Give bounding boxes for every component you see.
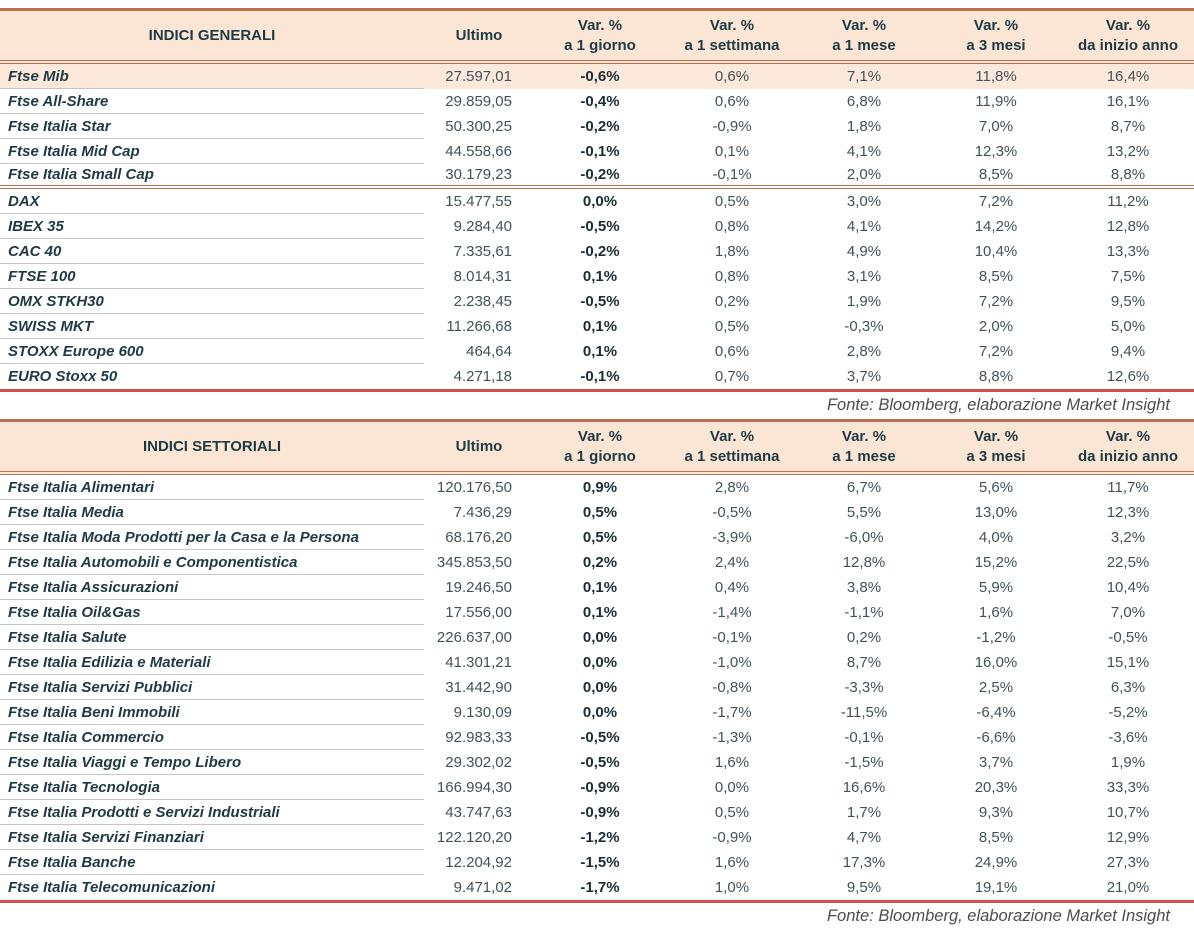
- table-row: [0, 850, 1194, 875]
- var-header-line1: Var. %: [1105, 16, 1151, 34]
- var-header-line1: Var. %: [709, 16, 755, 34]
- var-1-mese-value: 2,8%: [846, 343, 882, 360]
- index-name: Ftse Italia Commercio: [0, 725, 424, 750]
- var-1-giorno-value: 0,9%: [582, 479, 618, 496]
- var-header-line2: a 1 settimana: [684, 36, 780, 54]
- table-row: [0, 800, 1194, 825]
- var-inizio-anno-value: 12,6%: [1106, 368, 1150, 385]
- index-name: Ftse Italia Servizi Finanziari: [0, 825, 424, 850]
- var-1-mese-value: 1,8%: [846, 118, 882, 135]
- var-1-giorno-value: -0,5%: [580, 729, 620, 746]
- index-name: DAX: [0, 189, 424, 214]
- table-title: INDICI GENERALI: [0, 8, 424, 64]
- col-header-var-1-settimana: [666, 8, 798, 64]
- table-row: [0, 550, 1194, 575]
- last-value: 41.301,21: [445, 654, 512, 671]
- last-value: 9.471,02: [453, 879, 512, 896]
- last-value: 68.176,20: [445, 529, 512, 546]
- col-header-var-1-settimana: [666, 419, 798, 475]
- table-row: [0, 500, 1194, 525]
- var-header-line2: a 1 mese: [832, 36, 896, 54]
- var-inizio-anno-value: 5,0%: [1110, 318, 1146, 335]
- index-name: IBEX 35: [0, 214, 424, 239]
- index-name: STOXX Europe 600: [0, 339, 424, 364]
- last-value: 9.130,09: [453, 704, 512, 721]
- var-1-mese-value: 7,1%: [798, 64, 930, 89]
- var-1-giorno-value: -1,7%: [580, 879, 620, 896]
- var-1-mese-value: 3,7%: [846, 368, 882, 385]
- var-header-line2: a 1 giorno: [564, 36, 636, 54]
- index-name: Ftse Italia Servizi Pubblici: [0, 675, 424, 700]
- var-1-giorno-value: 0,1%: [582, 579, 618, 596]
- var-3-mesi-value: 8,5%: [978, 829, 1014, 846]
- index-name: Ftse Italia Oil&Gas: [0, 600, 424, 625]
- var-inizio-anno-value: 7,5%: [1110, 268, 1146, 285]
- index-name: Ftse Italia Banche: [0, 850, 424, 875]
- last-value: 4.271,18: [453, 368, 512, 385]
- table-row: [0, 214, 1194, 239]
- var-1-mese-value: -6,0%: [844, 529, 884, 546]
- var-1-giorno-value: -0,9%: [580, 779, 620, 796]
- col-header-var-inizio-anno: [1062, 419, 1194, 475]
- table-row: [0, 525, 1194, 550]
- index-name: CAC 40: [0, 239, 424, 264]
- table-row: [0, 600, 1194, 625]
- table-row: [0, 750, 1194, 775]
- index-name: Ftse Italia Small Cap: [0, 164, 424, 189]
- var-1-settimana-value: 0,6%: [666, 64, 798, 89]
- var-1-mese-value: 4,9%: [846, 243, 882, 260]
- var-1-giorno-value: -0,2%: [580, 118, 620, 135]
- var-inizio-anno-value: 10,7%: [1106, 804, 1150, 821]
- var-1-giorno-value: -1,2%: [580, 829, 620, 846]
- var-header-line1: Var. %: [577, 427, 623, 445]
- var-1-giorno-value: -0,9%: [580, 804, 620, 821]
- table-row: [0, 189, 1194, 214]
- index-name: Ftse Italia Prodotti e Servizi Industriali: [0, 800, 424, 825]
- var-1-settimana-value: 1,8%: [714, 243, 750, 260]
- var-1-mese-value: 1,7%: [846, 804, 882, 821]
- table-row: [0, 89, 1194, 114]
- var-1-giorno-value: -1,5%: [580, 854, 620, 871]
- var-1-settimana-value: 0,1%: [714, 143, 750, 160]
- var-1-giorno-value: -0,1%: [580, 368, 620, 385]
- var-1-mese-value: -0,3%: [844, 318, 884, 335]
- last-value: 31.442,90: [445, 679, 512, 696]
- var-1-mese-value: -0,1%: [844, 729, 884, 746]
- var-header-line1: Var. %: [1105, 427, 1151, 445]
- source-note: Fonte: Bloomberg, elaborazione Market Insight: [826, 396, 1170, 414]
- var-1-mese-value: 16,6%: [842, 779, 886, 796]
- var-header-line1: Var. %: [577, 16, 623, 34]
- var-header-line1: Var. %: [973, 16, 1019, 34]
- var-inizio-anno-value: 3,2%: [1110, 529, 1146, 546]
- var-inizio-anno-value: 11,7%: [1107, 479, 1149, 496]
- var-header-line1: Var. %: [841, 16, 887, 34]
- last-value: 44.558,66: [445, 143, 512, 160]
- var-header-line1: Var. %: [973, 427, 1019, 445]
- index-name: Ftse Mib: [0, 64, 424, 89]
- table-row: [0, 114, 1194, 139]
- var-3-mesi-value: 3,7%: [978, 754, 1014, 771]
- var-header-line1: Var. %: [709, 427, 755, 445]
- table-row: [0, 339, 1194, 364]
- var-1-settimana-value: 2,8%: [714, 479, 750, 496]
- var-inizio-anno-value: 7,0%: [1110, 604, 1146, 621]
- var-1-mese-value: 4,7%: [846, 829, 882, 846]
- var-1-settimana-value: 0,5%: [714, 318, 750, 335]
- table-row: [0, 625, 1194, 650]
- var-3-mesi-value: 1,6%: [978, 604, 1014, 621]
- col-header-var-3-mesi: [930, 419, 1062, 475]
- var-inizio-anno-value: -0,5%: [1108, 629, 1148, 646]
- last-value: 464,64: [466, 343, 512, 360]
- var-3-mesi-value: 5,9%: [978, 579, 1014, 596]
- var-1-settimana-value: -3,9%: [712, 529, 752, 546]
- var-inizio-anno-value: -3,6%: [1108, 729, 1148, 746]
- var-1-giorno-value: 0,0%: [582, 629, 618, 646]
- var-inizio-anno-value: 21,0%: [1106, 879, 1150, 896]
- var-1-giorno-value: 0,2%: [582, 554, 618, 571]
- indici-settoriali-body: [0, 475, 1194, 900]
- var-3-mesi-value: 8,8%: [978, 368, 1014, 385]
- index-name: Ftse Italia Viaggi e Tempo Libero: [0, 750, 424, 775]
- var-1-settimana-value: -0,8%: [712, 679, 752, 696]
- var-header-line2: a 3 mesi: [966, 36, 1026, 54]
- var-1-mese-value: 2,0%: [798, 164, 930, 189]
- var-inizio-anno-value: -5,2%: [1108, 704, 1148, 721]
- var-inizio-anno-value: 16,1%: [1106, 93, 1150, 110]
- var-1-settimana-value: 0,4%: [714, 579, 750, 596]
- index-name: EURO Stoxx 50: [8, 368, 118, 385]
- var-3-mesi-value: 19,1%: [974, 879, 1018, 896]
- index-name: Ftse Italia Beni Immobili: [0, 700, 424, 725]
- last-value: 29.859,05: [445, 93, 512, 110]
- var-header-line2: da inizio anno: [1078, 36, 1178, 54]
- indici-generali-body: [0, 64, 1194, 389]
- var-1-giorno-value: -0,1%: [580, 143, 620, 160]
- var-3-mesi-value: 2,0%: [978, 318, 1014, 335]
- last-value: 166.994,30: [436, 779, 512, 796]
- var-3-mesi-value: 7,0%: [978, 118, 1014, 135]
- var-1-giorno-value: 0,1%: [582, 343, 618, 360]
- var-3-mesi-value: 5,6%: [978, 479, 1014, 496]
- var-inizio-anno-value: 10,4%: [1106, 579, 1150, 596]
- table-row: [0, 725, 1194, 750]
- index-name: Ftse All-Share: [0, 89, 424, 114]
- var-1-settimana-value: -1,3%: [712, 729, 752, 746]
- var-inizio-anno-value: 22,5%: [1106, 554, 1150, 571]
- table-row: [0, 289, 1194, 314]
- var-1-giorno-value: -0,2%: [580, 243, 620, 260]
- last-value: 2.238,45: [453, 293, 512, 310]
- source-note: Fonte: Bloomberg, elaborazione Market Insight: [826, 907, 1170, 925]
- var-1-mese-value: 17,3%: [842, 854, 886, 871]
- var-3-mesi-value: -6,6%: [976, 729, 1016, 746]
- var-1-settimana-value: -0,9%: [712, 829, 752, 846]
- col-header-var-3-mesi: [930, 8, 1062, 64]
- last-value: 17.556,00: [445, 604, 512, 621]
- var-1-settimana-value: -0,1%: [712, 629, 752, 646]
- var-3-mesi-value: 9,3%: [978, 804, 1014, 821]
- last-value: 12.204,92: [445, 854, 512, 871]
- var-3-mesi-value: 11,9%: [975, 93, 1017, 110]
- var-inizio-anno-value: 6,3%: [1110, 679, 1146, 696]
- var-3-mesi-value: 7,2%: [978, 193, 1014, 210]
- table-row: [0, 675, 1194, 700]
- var-1-giorno-value: -0,5%: [580, 218, 620, 235]
- var-1-giorno-value: -0,6%: [534, 64, 666, 89]
- var-header-line2: a 1 mese: [832, 447, 896, 465]
- table-row: [0, 314, 1194, 339]
- col-header-var-1-mese: [798, 8, 930, 64]
- last-value: 8.014,31: [453, 268, 512, 285]
- var-inizio-anno-value: 33,3%: [1106, 779, 1150, 796]
- col-header-var-1-giorno: [534, 419, 666, 475]
- var-1-giorno-value: 0,1%: [582, 318, 618, 335]
- var-3-mesi-value: 10,4%: [974, 243, 1018, 260]
- var-3-mesi-value: -6,4%: [976, 704, 1016, 721]
- last-value: 120.176,50: [436, 479, 512, 496]
- var-3-mesi-value: 8,5%: [978, 268, 1014, 285]
- table-row: [0, 139, 1194, 164]
- var-3-mesi-value: 20,3%: [974, 779, 1018, 796]
- last-value: 7.436,29: [453, 504, 512, 521]
- table-row: [0, 475, 1194, 500]
- index-name: Ftse Italia Telecomunicazioni: [8, 879, 215, 896]
- table-row: [0, 825, 1194, 850]
- index-name: Ftse Italia Moda Prodotti per la Casa e la Persona: [0, 525, 424, 550]
- index-name: Ftse Italia Media: [0, 500, 424, 525]
- var-1-giorno-value: -0,5%: [580, 754, 620, 771]
- var-3-mesi-value: 11,8%: [930, 64, 1062, 89]
- var-1-giorno-value: 0,5%: [582, 504, 618, 521]
- var-1-settimana-value: -1,7%: [712, 704, 752, 721]
- var-1-settimana-value: 1,6%: [714, 754, 750, 771]
- table-row: [0, 775, 1194, 800]
- col-header-ultimo: Ultimo: [424, 8, 534, 64]
- index-name: OMX STKH30: [0, 289, 424, 314]
- last-value: 7.335,61: [453, 243, 512, 260]
- var-1-settimana-value: 0,8%: [714, 268, 750, 285]
- table-row: [0, 700, 1194, 725]
- var-1-mese-value: -11,5%: [840, 704, 888, 721]
- var-3-mesi-value: 13,0%: [974, 504, 1018, 521]
- table-row: [0, 264, 1194, 289]
- table-row: [0, 164, 1194, 189]
- header-row: [0, 8, 1194, 64]
- var-1-mese-value: 0,2%: [846, 629, 882, 646]
- var-header-line2: a 3 mesi: [966, 447, 1026, 465]
- last-value: 27.597,01: [424, 64, 534, 89]
- var-1-mese-value: 6,8%: [846, 93, 882, 110]
- last-value: 345.853,50: [436, 554, 512, 571]
- var-1-mese-value: 6,7%: [846, 479, 882, 496]
- var-1-giorno-value: 0,0%: [582, 654, 618, 671]
- var-header-line1: Var. %: [841, 427, 887, 445]
- table-row: [0, 239, 1194, 264]
- index-name: SWISS MKT: [0, 314, 424, 339]
- last-value: 11.266,68: [446, 318, 512, 335]
- var-3-mesi-value: 12,3%: [974, 143, 1018, 160]
- table-row: [0, 364, 1194, 389]
- last-value: 43.747,63: [445, 804, 512, 821]
- var-1-settimana-value: 1,0%: [714, 879, 750, 896]
- var-3-mesi-value: 16,0%: [974, 654, 1018, 671]
- var-inizio-anno-value: 13,3%: [1106, 243, 1150, 260]
- index-name: Ftse Italia Edilizia e Materiali: [0, 650, 424, 675]
- index-name: Ftse Italia Mid Cap: [0, 139, 424, 164]
- var-inizio-anno-value: 12,3%: [1106, 504, 1150, 521]
- var-1-giorno-value: 0,5%: [582, 529, 618, 546]
- table-row: [0, 875, 1194, 900]
- var-1-mese-value: 3,8%: [846, 579, 882, 596]
- var-1-settimana-value: -1,4%: [712, 604, 752, 621]
- var-3-mesi-value: 4,0%: [978, 529, 1014, 546]
- last-value: 19.246,50: [445, 579, 512, 596]
- var-1-mese-value: -3,3%: [844, 679, 884, 696]
- var-1-giorno-value: 0,1%: [582, 604, 618, 621]
- var-3-mesi-value: 24,9%: [974, 854, 1018, 871]
- var-1-mese-value: 4,1%: [846, 218, 882, 235]
- var-1-settimana-value: 0,6%: [714, 93, 750, 110]
- var-1-mese-value: 9,5%: [846, 879, 882, 896]
- var-1-giorno-value: -0,2%: [534, 164, 666, 189]
- var-header-line2: da inizio anno: [1078, 447, 1178, 465]
- var-3-mesi-value: 2,5%: [978, 679, 1014, 696]
- var-1-settimana-value: 0,7%: [714, 368, 750, 385]
- header-row: [0, 419, 1194, 475]
- var-3-mesi-value: 14,2%: [974, 218, 1018, 235]
- var-1-settimana-value: 1,6%: [714, 854, 750, 871]
- var-1-settimana-value: 0,2%: [714, 293, 750, 310]
- var-inizio-anno-value: 27,3%: [1106, 854, 1150, 871]
- var-3-mesi-value: 8,5%: [930, 164, 1062, 189]
- var-1-giorno-value: 0,0%: [582, 679, 618, 696]
- var-1-mese-value: 8,7%: [846, 654, 882, 671]
- var-inizio-anno-value: 12,8%: [1106, 218, 1150, 235]
- var-inizio-anno-value: 16,4%: [1062, 64, 1194, 89]
- var-1-mese-value: -1,5%: [844, 754, 884, 771]
- var-3-mesi-value: 15,2%: [974, 554, 1018, 571]
- index-name: Ftse Italia Assicurazioni: [0, 575, 424, 600]
- last-value: 9.284,40: [453, 218, 512, 235]
- var-1-mese-value: 3,1%: [846, 268, 882, 285]
- var-1-giorno-value: 0,0%: [582, 704, 618, 721]
- var-1-settimana-value: -0,9%: [712, 118, 752, 135]
- var-inizio-anno-value: 1,9%: [1110, 754, 1146, 771]
- var-inizio-anno-value: 8,8%: [1062, 164, 1194, 189]
- table-row: [0, 64, 1194, 89]
- var-1-mese-value: 4,1%: [846, 143, 882, 160]
- var-1-settimana-value: 2,4%: [714, 554, 750, 571]
- var-inizio-anno-value: 9,5%: [1110, 293, 1146, 310]
- var-1-settimana-value: -0,5%: [712, 504, 752, 521]
- var-header-line2: a 1 giorno: [564, 447, 636, 465]
- var-inizio-anno-value: 13,2%: [1106, 143, 1150, 160]
- var-inizio-anno-value: 12,9%: [1106, 829, 1150, 846]
- var-1-settimana-value: 0,6%: [714, 343, 750, 360]
- last-value: 92.983,33: [445, 729, 512, 746]
- var-inizio-anno-value: 9,4%: [1110, 343, 1146, 360]
- var-1-giorno-value: -0,5%: [580, 293, 620, 310]
- var-1-settimana-value: -0,1%: [666, 164, 798, 189]
- table-row: [0, 650, 1194, 675]
- var-3-mesi-value: 7,2%: [978, 293, 1014, 310]
- var-1-mese-value: 12,8%: [842, 554, 886, 571]
- var-1-settimana-value: 0,0%: [714, 779, 750, 796]
- index-name: Ftse Italia Automobili e Componentistica: [0, 550, 424, 575]
- var-1-settimana-value: 0,5%: [714, 193, 750, 210]
- last-value: 122.120,20: [436, 829, 512, 846]
- index-name: Ftse Italia Tecnologia: [0, 775, 424, 800]
- index-name: FTSE 100: [0, 264, 424, 289]
- index-name: Ftse Italia Alimentari: [0, 475, 424, 500]
- table-row: [0, 575, 1194, 600]
- var-1-settimana-value: 0,5%: [714, 804, 750, 821]
- col-header-var-inizio-anno: [1062, 8, 1194, 64]
- var-inizio-anno-value: 11,2%: [1107, 193, 1149, 210]
- var-1-mese-value: 3,0%: [846, 193, 882, 210]
- last-value: 226.637,00: [436, 629, 512, 646]
- var-1-mese-value: 1,9%: [846, 293, 882, 310]
- last-value: 15.477,55: [445, 193, 512, 210]
- col-header-ultimo: Ultimo: [424, 419, 534, 475]
- var-1-giorno-value: -0,4%: [580, 93, 620, 110]
- var-1-settimana-value: -1,0%: [712, 654, 752, 671]
- var-1-mese-value: -1,1%: [844, 604, 884, 621]
- col-header-var-1-mese: [798, 419, 930, 475]
- var-1-settimana-value: 0,8%: [714, 218, 750, 235]
- indici-settoriali-table: [0, 419, 1194, 903]
- col-header-var-1-giorno: [534, 8, 666, 64]
- var-1-giorno-value: 0,1%: [582, 268, 618, 285]
- last-value: 50.300,25: [445, 118, 512, 135]
- var-inizio-anno-value: 8,7%: [1110, 118, 1146, 135]
- index-name: Ftse Italia Star: [0, 114, 424, 139]
- index-name: Ftse Italia Salute: [0, 625, 424, 650]
- last-value: 29.302,02: [445, 754, 512, 771]
- var-3-mesi-value: -1,2%: [976, 629, 1016, 646]
- indici-generali-table: [0, 8, 1194, 392]
- var-1-giorno-value: 0,0%: [582, 193, 618, 210]
- table-title: INDICI SETTORIALI: [0, 419, 424, 475]
- var-header-line2: a 1 settimana: [684, 447, 780, 465]
- var-3-mesi-value: 7,2%: [978, 343, 1014, 360]
- last-value: 30.179,23: [424, 164, 534, 189]
- var-inizio-anno-value: 15,1%: [1106, 654, 1150, 671]
- var-1-mese-value: 5,5%: [846, 504, 882, 521]
